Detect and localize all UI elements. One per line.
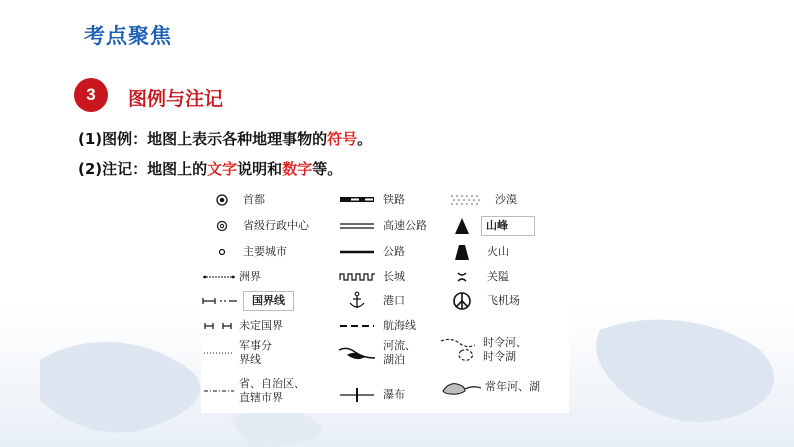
annotation-definition: (2)注记：地图上的文字说明和数字等。 xyxy=(78,160,343,178)
legend-item-desert: 沙漠 xyxy=(447,189,517,211)
map-legend xyxy=(201,187,569,413)
legend-item-waterfall: 瀑布 xyxy=(337,384,405,406)
capital-icon xyxy=(207,189,237,211)
provincial-boundary-icon xyxy=(201,376,237,406)
peak-icon xyxy=(447,215,477,237)
legend-item-sea-route: 航海线 xyxy=(337,315,416,337)
legend-item-city: 主要城市 xyxy=(207,241,287,263)
legend-item-airport: 飞机场 xyxy=(447,290,520,312)
legend-item-highway: 公路 xyxy=(337,241,405,263)
legend-item-pass: 关隘 xyxy=(447,266,509,288)
pass-icon xyxy=(447,266,477,288)
continent-boundary-icon xyxy=(201,266,237,288)
river-lake-icon xyxy=(337,338,377,368)
legend-item-provincial-capital: 省级行政中心 xyxy=(207,215,309,237)
volcano-icon xyxy=(447,241,477,263)
legend-definition: (1)图例：地图上表示各种地理事物的符号。 xyxy=(78,130,373,148)
airport-icon xyxy=(447,290,477,312)
legend-item-national-boundary: 国界线 xyxy=(201,290,294,312)
expressway-icon xyxy=(337,215,377,237)
provincial-capital-icon xyxy=(207,215,237,237)
perennial-river-icon xyxy=(439,376,483,398)
waterfall-icon xyxy=(337,384,377,406)
legend-item-expressway: 高速公路 xyxy=(337,215,427,237)
legend-item-perennial-river: 常年河、湖 xyxy=(439,376,540,398)
legend-item-continent-boundary: 洲界 xyxy=(201,266,261,288)
undetermined-boundary-icon xyxy=(201,315,237,337)
legend-item-capital: 首都 xyxy=(207,189,265,211)
legend-item-provincial-boundary: 省、自治区、 直辖市界 xyxy=(201,376,305,406)
legend-item-great-wall: 长城 xyxy=(337,266,405,288)
highway-icon xyxy=(337,241,377,263)
national-boundary-icon xyxy=(201,290,239,312)
legend-item-volcano: 火山 xyxy=(447,241,509,263)
seasonal-river-icon xyxy=(439,333,479,367)
legend-item-military-line: 军事分 界线 xyxy=(201,338,272,368)
legend-item-seasonal-river: 时令河、 时令湖 xyxy=(439,333,527,367)
legend-item-undetermined-boundary: 未定国界 xyxy=(201,315,283,337)
railway-icon xyxy=(337,189,377,211)
legend-item-peak: 山峰 xyxy=(447,215,535,237)
sea-route-icon xyxy=(337,315,377,337)
city-icon xyxy=(207,241,237,263)
legend-item-railway: 铁路 xyxy=(337,189,405,211)
military-line-icon xyxy=(201,338,237,368)
great-wall-icon xyxy=(337,266,377,288)
desert-icon xyxy=(447,189,485,211)
port-icon xyxy=(337,290,377,312)
page-title: 考点聚焦 xyxy=(84,24,172,48)
section-title: 图例与注记 xyxy=(128,88,224,110)
legend-item-port: 港口 xyxy=(337,290,405,312)
section-number-badge: 3 xyxy=(74,78,108,112)
legend-item-river-lake: 河流、 湖泊 xyxy=(337,338,416,368)
